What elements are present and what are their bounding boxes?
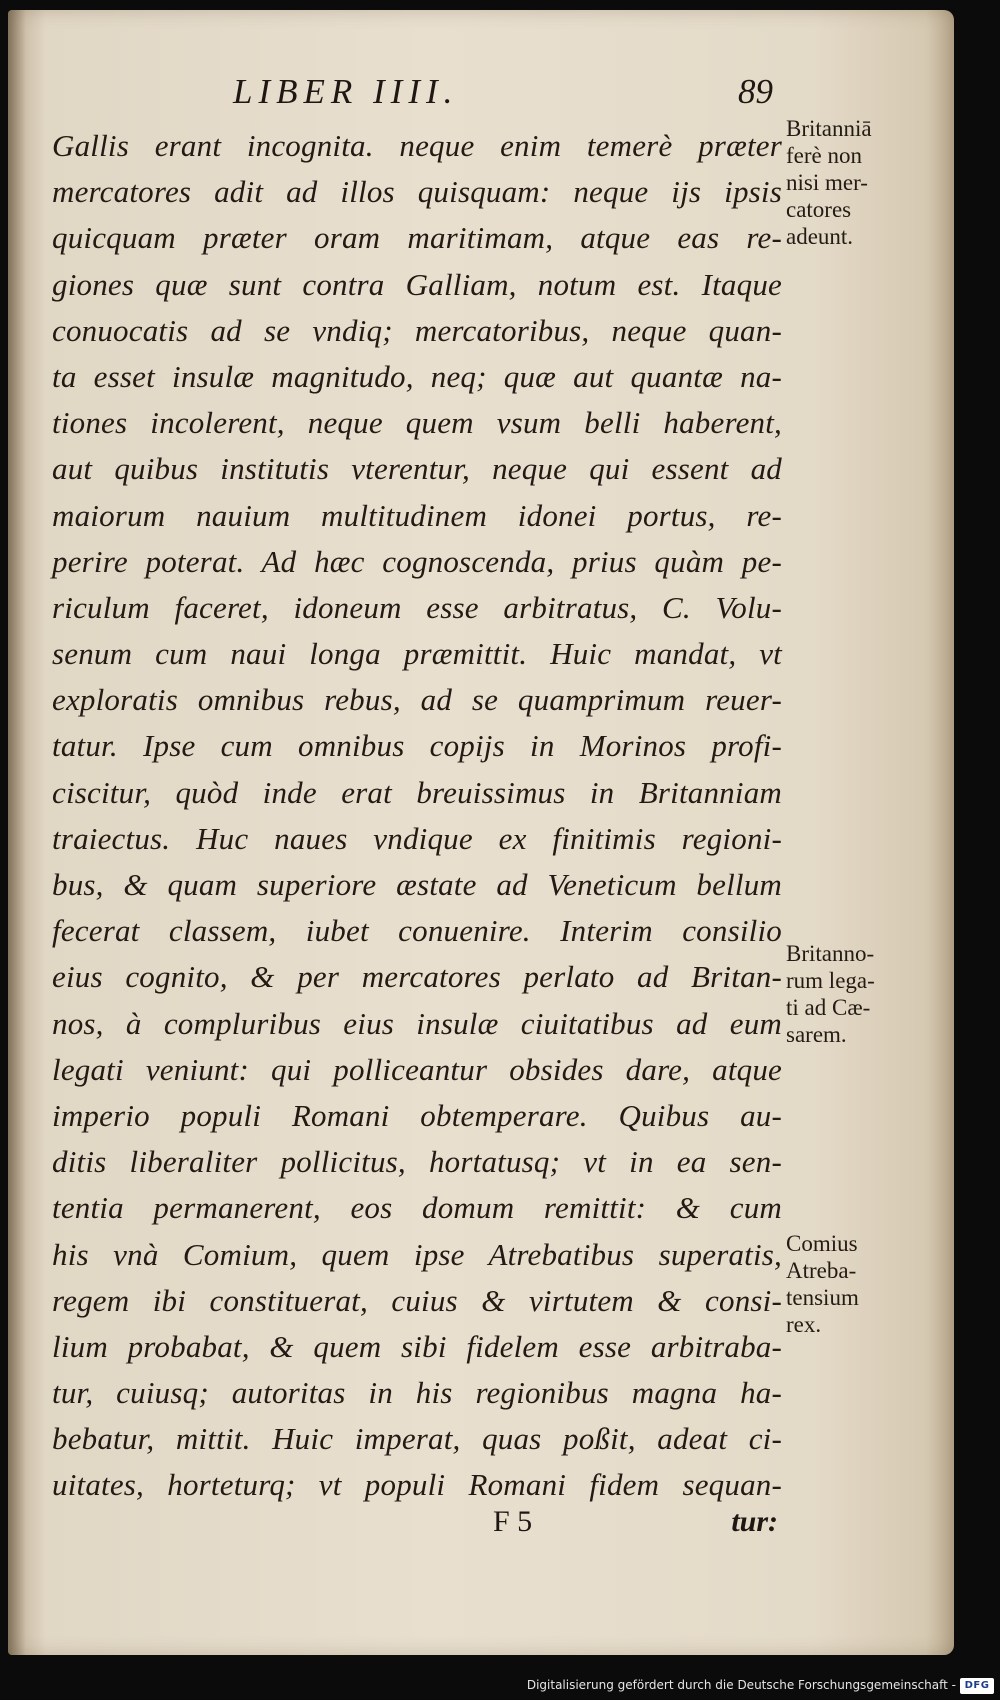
marginal-note-line: Atreba- <box>786 1258 857 1283</box>
text-line: eius cognito, & per mercatores perlato ad Britan- <box>52 959 782 995</box>
marginal-note-line: tensium <box>786 1285 859 1310</box>
running-title: LIBER IIII. <box>233 72 459 111</box>
text-line: uitates, horteturq; vt populi Romani fidem sequan- <box>52 1467 782 1503</box>
marginal-note-line: Comius <box>786 1231 858 1256</box>
page-spine-shadow <box>8 10 26 1655</box>
marginal-note-line: rex. <box>786 1312 822 1337</box>
text-line: imperio populi Romani obtemperare. Quibus au- <box>52 1097 782 1133</box>
book-page <box>8 10 954 1655</box>
marginal-note-line: nisi mer- <box>786 170 868 195</box>
marginal-note-line: catores <box>786 197 852 222</box>
text-line: giones quæ sunt contra Galliam, notum est. Itaque <box>52 266 782 302</box>
text-line: riculum faceret, idoneum esse arbitratus, C. Volu- <box>52 589 782 625</box>
text-line: aut quibus institutis vterentur, neque qui essent ad <box>52 451 782 487</box>
text-line: bebatur, mittit. Huic imperat, quas poßit, adeat ci- <box>52 1421 782 1457</box>
text-line: senum cum naui longa præmittit. Huic mandat, vt <box>52 636 782 672</box>
credit-text: Digitalisierung gefördert durch die Deutsche Forschungsgemeinschaft - <box>526 1678 956 1692</box>
marginal-note-line: adeunt. <box>786 224 854 249</box>
marginal-note-line: sarem. <box>786 1022 847 1047</box>
text-line: bus, & quam superiore æstate ad Veneticum bellum <box>52 867 782 902</box>
text-line: fecerat classem, iubet conuenire. Interim consilio <box>52 913 782 949</box>
text-line: exploratis omnibus rebus, ad se quamprimum reuer- <box>52 682 782 718</box>
text-line: Gallis erant incognita. neque enim temerè præter <box>52 128 782 163</box>
text-line: ditis liberaliter pollicitus, hortatusq; vt in ea sen- <box>52 1144 782 1180</box>
text-line: perire poterat. Ad hæc cognoscenda, prius quàm pe- <box>52 543 782 579</box>
text-line: ta esset insulæ magnitudo, neq; quæ aut quantæ na- <box>52 358 782 394</box>
page-footer <box>493 1505 778 1545</box>
text-line: ciscitur, quòd inde erat breuissimus in Britanniam <box>52 774 782 810</box>
marginal-note-line: Britanniā <box>786 116 872 141</box>
marginal-note <box>786 1230 859 1338</box>
body-text <box>52 123 782 1509</box>
text-line: tatur. Ipse cum omnibus copijs in Morinos profi- <box>52 728 782 764</box>
text-line: tentia permanerent, eos domum remittit: & cum <box>52 1190 782 1226</box>
text-line: regem ibi constituerat, cuius & virtutem & consi- <box>52 1282 782 1318</box>
text-line: quicquam præter oram maritimam, atque eas re- <box>52 220 782 256</box>
marginal-note-line: ferè non <box>786 143 862 168</box>
dfg-logo-icon: DFG <box>960 1678 994 1694</box>
digitization-credit-bar <box>0 1676 1000 1700</box>
running-head <box>233 72 773 112</box>
marginal-note-line: ti ad Cæ- <box>786 995 871 1020</box>
page-number: 89 <box>738 72 773 111</box>
text-line: his vnà Comium, quem ipse Atrebatibus superatis, <box>52 1236 782 1272</box>
text-line: tur, cuiusq; autoritas in his regionibus magna ha- <box>52 1375 782 1411</box>
marginal-note-line: Britanno- <box>786 941 875 966</box>
marginal-note <box>786 115 872 250</box>
text-line: maiorum nauium multitudinem idonei portus, re- <box>52 497 782 533</box>
text-line: traiectus. Huc naues vndique ex finitimis regioni- <box>52 820 782 856</box>
marginal-note <box>786 940 875 1048</box>
text-line: tiones incolerent, neque quem vsum belli haberent, <box>52 405 782 441</box>
signature-mark: F 5 <box>493 1505 533 1538</box>
catchword: tur: <box>731 1505 778 1538</box>
text-line: lium probabat, & quem sibi fidelem esse arbitraba- <box>52 1328 782 1364</box>
text-line: conuocatis ad se vndiq; mercatoribus, neque quan- <box>52 312 782 348</box>
marginal-note-line: rum lega- <box>786 968 875 993</box>
text-line: nos, à compluribus eius insulæ ciuitatibus ad eum <box>52 1005 782 1041</box>
text-line: legati veniunt: qui polliceantur obsides dare, atque <box>52 1051 782 1087</box>
text-line: mercatores adit ad illos quisquam: neque ijs ipsis <box>52 174 782 210</box>
